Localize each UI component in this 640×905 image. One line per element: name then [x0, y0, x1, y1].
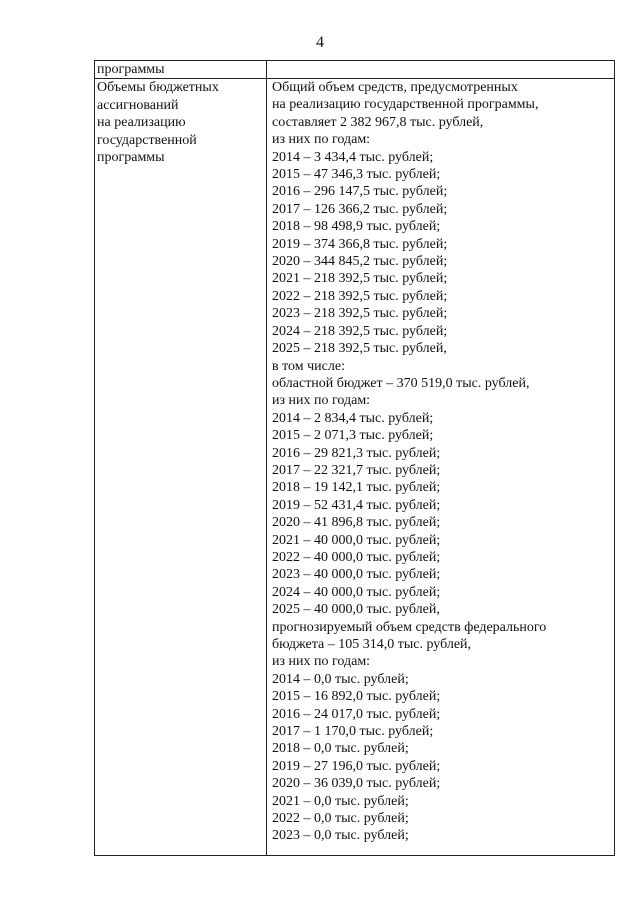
right-cell-line: 2020 – 36 039,0 тыс. рублей; — [272, 776, 441, 792]
right-cell-line: 2018 – 0,0 тыс. рублей; — [272, 741, 409, 757]
right-cell-line: 2015 – 2 071,3 тыс. рублей; — [272, 428, 434, 444]
right-cell-line: областной бюджет – 370 519,0 тыс. рублей, — [272, 375, 530, 391]
left-cell-line: программы — [97, 150, 165, 165]
right-cell-line: 2025 – 40 000,0 тыс. рублей, — [272, 602, 440, 618]
right-cell-line: 2019 – 27 196,0 тыс. рублей; — [272, 758, 441, 774]
right-cell-line: в том числе: — [272, 358, 345, 374]
page-number: 4 — [316, 34, 324, 51]
left-cell-label — [97, 79, 263, 167]
top-left-label: программы — [97, 62, 165, 77]
right-cell-line: 2016 – 296 147,5 тыс. рублей; — [272, 184, 448, 200]
column-divider — [266, 61, 267, 855]
right-cell-line: 2017 – 126 366,2 тыс. рублей; — [272, 201, 448, 217]
right-cell-line: 2014 – 2 834,4 тыс. рублей; — [272, 410, 434, 426]
right-cell-line: 2022 – 218 392,5 тыс. рублей; — [272, 288, 448, 304]
right-cell-line: составляет 2 382 967,8 тыс. рублей, — [272, 114, 484, 130]
left-cell-line: на реализацию — [97, 115, 186, 130]
right-cell-line: 2023 – 0,0 тыс. рублей; — [272, 828, 409, 844]
right-cell-line: 2014 – 0,0 тыс. рублей; — [272, 671, 409, 687]
right-cell-line: 2023 – 40 000,0 тыс. рублей; — [272, 567, 441, 583]
budget-table — [94, 60, 615, 856]
right-cell-line: 2019 – 52 431,4 тыс. рублей; — [272, 497, 441, 513]
right-cell-line: прогнозируемый объем средств федерального — [272, 619, 547, 635]
right-cell-line: из них по годам: — [272, 132, 371, 148]
right-cell-line: 2021 – 218 392,5 тыс. рублей; — [272, 271, 448, 287]
left-cell-line: ассигнований — [97, 97, 179, 113]
right-cell-line: 2015 – 47 346,3 тыс. рублей; — [272, 167, 441, 183]
right-cell-line: 2022 – 0,0 тыс. рублей; — [272, 811, 409, 827]
right-cell-line: Общий объем средств, предусмотренных — [272, 80, 518, 95]
right-cell-line: 2015 – 16 892,0 тыс. рублей; — [272, 689, 441, 705]
left-cell-line: государственной — [97, 132, 197, 148]
right-cell-line: 2016 – 29 821,3 тыс. рублей; — [272, 445, 441, 461]
right-cell-line: 2024 – 218 392,5 тыс. рублей; — [272, 323, 448, 339]
right-cell-line: 2022 – 40 000,0 тыс. рублей; — [272, 549, 441, 565]
right-cell-line: 2021 – 0,0 тыс. рублей; — [272, 793, 409, 809]
right-cell-line: 2018 – 98 498,9 тыс. рублей; — [272, 219, 441, 235]
right-cell-line: 2017 – 1 170,0 тыс. рублей; — [272, 724, 434, 740]
right-cell-line: 2019 – 374 366,8 тыс. рублей; — [272, 236, 448, 252]
left-cell-line: Объемы бюджетных — [97, 80, 219, 95]
right-cell-line: из них по годам: — [272, 654, 371, 670]
right-cell-line: из них по годам: — [272, 393, 371, 409]
right-cell-content — [272, 79, 612, 845]
right-cell-line: 2018 – 19 142,1 тыс. рублей; — [272, 480, 441, 496]
right-cell-line: 2023 – 218 392,5 тыс. рублей; — [272, 306, 448, 322]
right-cell-line: 2020 – 344 845,2 тыс. рублей; — [272, 254, 448, 270]
right-cell-line: 2017 – 22 321,7 тыс. рублей; — [272, 462, 441, 478]
right-cell-line: на реализацию государственной программы, — [272, 97, 539, 113]
right-cell-line: 2024 – 40 000,0 тыс. рублей; — [272, 584, 441, 600]
right-cell-line: 2016 – 24 017,0 тыс. рублей; — [272, 706, 441, 722]
right-cell-line: бюджета – 105 314,0 тыс. рублей, — [272, 637, 472, 652]
right-cell-line: 2021 – 40 000,0 тыс. рублей; — [272, 532, 441, 548]
right-cell-line: 2025 – 218 392,5 тыс. рублей, — [272, 341, 447, 357]
right-cell-line: 2020 – 41 896,8 тыс. рублей; — [272, 515, 441, 531]
right-cell-line: 2014 – 3 434,4 тыс. рублей; — [272, 149, 434, 165]
